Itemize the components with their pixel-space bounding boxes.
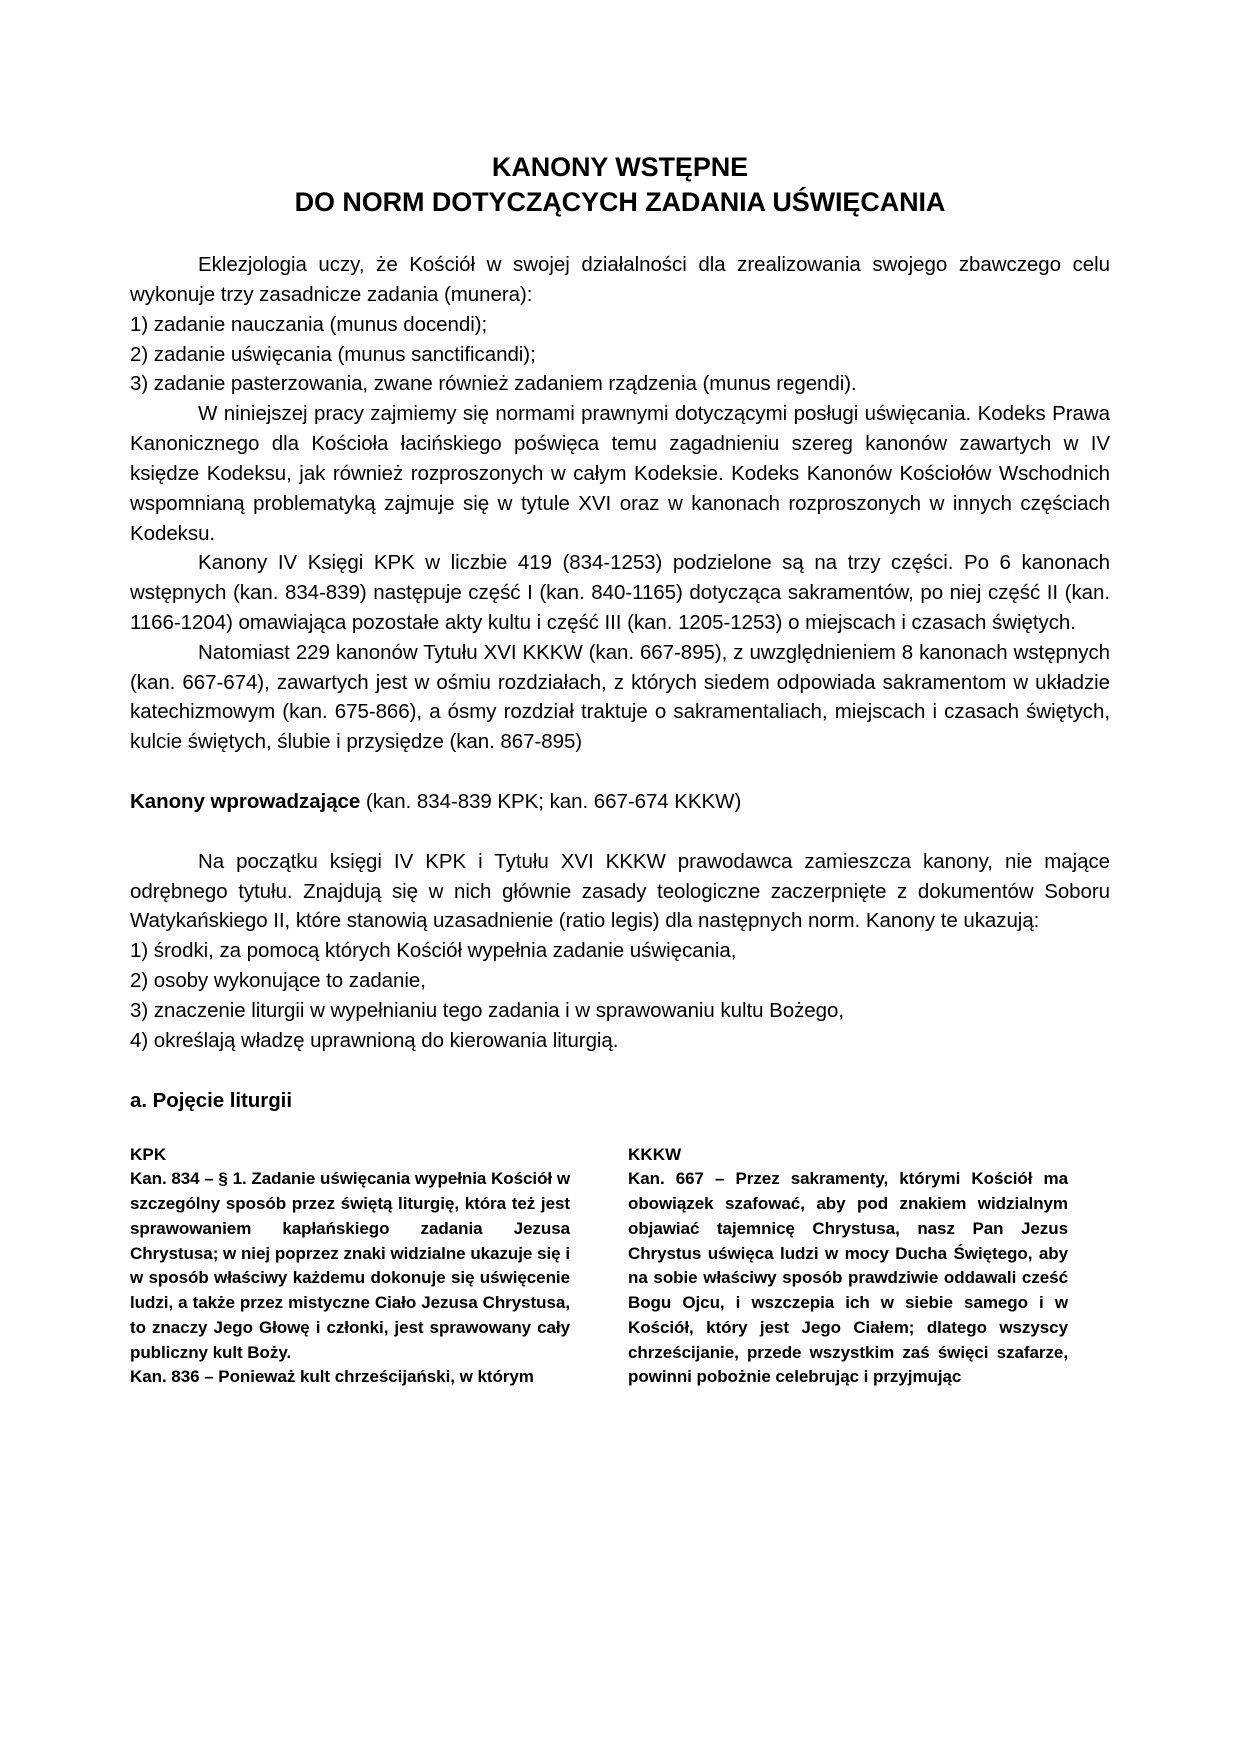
spacer: [130, 817, 1110, 847]
page-title-line-2: DO NORM DOTYCZĄCYCH ZADANIA UŚWIĘCANIA: [294, 187, 946, 218]
paragraph-kpk-structure: Kanony IV Księgi KPK w liczbie 419 (834-1253) podzielone są na trzy części. Po 6 kanonach wstępnych (kan. 834-839) następuje część I (kan. 840-1165) dotycząca sakramentów, po niej część II (kan. 1166-1204) omawiająca pozostałe akty kultu i część III (kan. 1205-1253) o miejscach i czasach świętych.: [130, 551, 1110, 634]
column-kpk-canon-836: Kan. 836 – Ponieważ kult chrześcijański, w którym: [130, 1367, 534, 1387]
column-kkkw: [628, 1143, 1068, 1390]
paragraph-kkkw-structure: Natomiast 229 kanonów Tytułu XVI KKKW (kan. 667-895), z uwzględnieniem 8 kanonach wstępnych (kan. 667-674), zawartych jest w ośmiu rozdziałach, z których siedem odpowiada sakramentom w układzie katechizmowym (kan. 675-866), a ósmy rozdział traktuje o sakramentaliach, miejscach i czasach świętych, kulcie świętych, ślubie i przysiędze (kan. 867-895): [130, 640, 1110, 754]
column-kkkw-label: KKKW: [628, 1145, 682, 1165]
canon-columns: [130, 1143, 1110, 1390]
munera-list-item-2: 2) zadanie uświęcania (munus sanctificandi);: [130, 342, 536, 366]
paragraph-ecclesiology: Eklezjologia uczy, że Kościół w swojej działalności dla zrealizowania swojego zbawczego celu wykonuje trzy zasadnicze zadania (munera):: [130, 253, 1110, 306]
page-title-line-1: KANONY WSTĘPNE: [491, 152, 749, 182]
kanony-list-item-2: 2) osoby wykonujące to zadanie,: [130, 969, 426, 993]
section-heading-bold-part: Kanony wprowadzające: [130, 790, 361, 813]
paragraph-intro-canons: Na początku księgi IV KPK i Tytułu XVI KKKW prawodawca zamieszcza kanony, nie mające odrębnego tytułu. Znajdują się w nich głównie zasady teologiczne zaczerpnięte z dokumentów Soboru Watykańskiego II, które stanowią uzasadnienie (ratio legis) dla następnych norm. Kanony te ukazują:: [130, 849, 1110, 933]
munera-list-item-3: 3) zadanie pasterzowania, zwane również zadaniem rządzenia (munus regendi).: [130, 372, 857, 396]
kanony-list-item-1: 1) środki, za pomocą których Kościół wypełnia zadanie uświęcania,: [130, 939, 737, 963]
section-heading-kanony-wprowadzajace: [130, 787, 1110, 817]
page-title: [130, 150, 1110, 220]
section-heading-rest: (kan. 834-839 KPK; kan. 667-674 KKKW): [360, 790, 742, 813]
column-kpk-canon-834: Kan. 834 – § 1. Zadanie uświęcania wypełnia Kościół w szczególny sposób przez świętą liturgię, która też jest sprawowaniem kapłańskiego zadania Jezusa Chrystusa; w niej poprzez znaki widzialne ukazuje się i w sposób właściwy każdemu dokonuje się uświęcenie ludzi, a także przez mistyczne Ciało Jezusa Chrystusa, to znaczy Jego Głowę i członki, jest sprawowany cały publiczny kult Boży.: [130, 1169, 570, 1362]
spacer: [130, 757, 1110, 787]
kanony-list-item-3: 3) znaczenie liturgii w wypełnianiu tego zadania i w sprawowaniu kultu Bożego,: [130, 998, 845, 1022]
subsection-heading-pojecie-liturgii: a. Pojęcie liturgii: [130, 1088, 292, 1112]
spacer: [130, 1056, 1110, 1086]
column-kpk: [130, 1143, 570, 1390]
kanony-list-item-4: 4) określają władzę uprawnioną do kierowania liturgią.: [130, 1028, 619, 1052]
column-kpk-label: KPK: [130, 1145, 167, 1165]
column-kkkw-canon-667: Kan. 667 – Przez sakramenty, którymi Kościół ma obowiązek szafować, aby pod znakiem widzialnym objawiać tajemnicę Chrystusa, nasz Pan Jezus Chrystus uświęca ludzi w mocy Ducha Świętego, aby na sobie właściwy sposób prawdziwie oddawali cześć Bogu Ojcu, i wszczepia ich w siebie samego i w Kościół, który jest Jego Ciałem; dlatego wszyscy chrześcijanie, przede wszystkim zaś święci szafarze, powinni pobożnie celebrując i przyjmując: [628, 1169, 1068, 1387]
munera-list-item-1: 1) zadanie nauczania (munus docendi);: [130, 312, 488, 336]
paragraph-scope: W niniejszej pracy zajmiemy się normami prawnymi dotyczącymi posługi uświęcania. Kodeks Prawa Kanonicznego dla Kościoła łacińskiego poświęca temu zagadnieniu szereg kanonów zawartych w IV księdze Kodeksu, jak również rozproszonych w całym Kodeksie. Kodeks Kanonów Kościołów Wschodnich wspomnianą problematyką zajmuje się w tytule XVI oraz w kanonach rozproszonych w innych częściach Kodeksu.: [130, 402, 1110, 545]
